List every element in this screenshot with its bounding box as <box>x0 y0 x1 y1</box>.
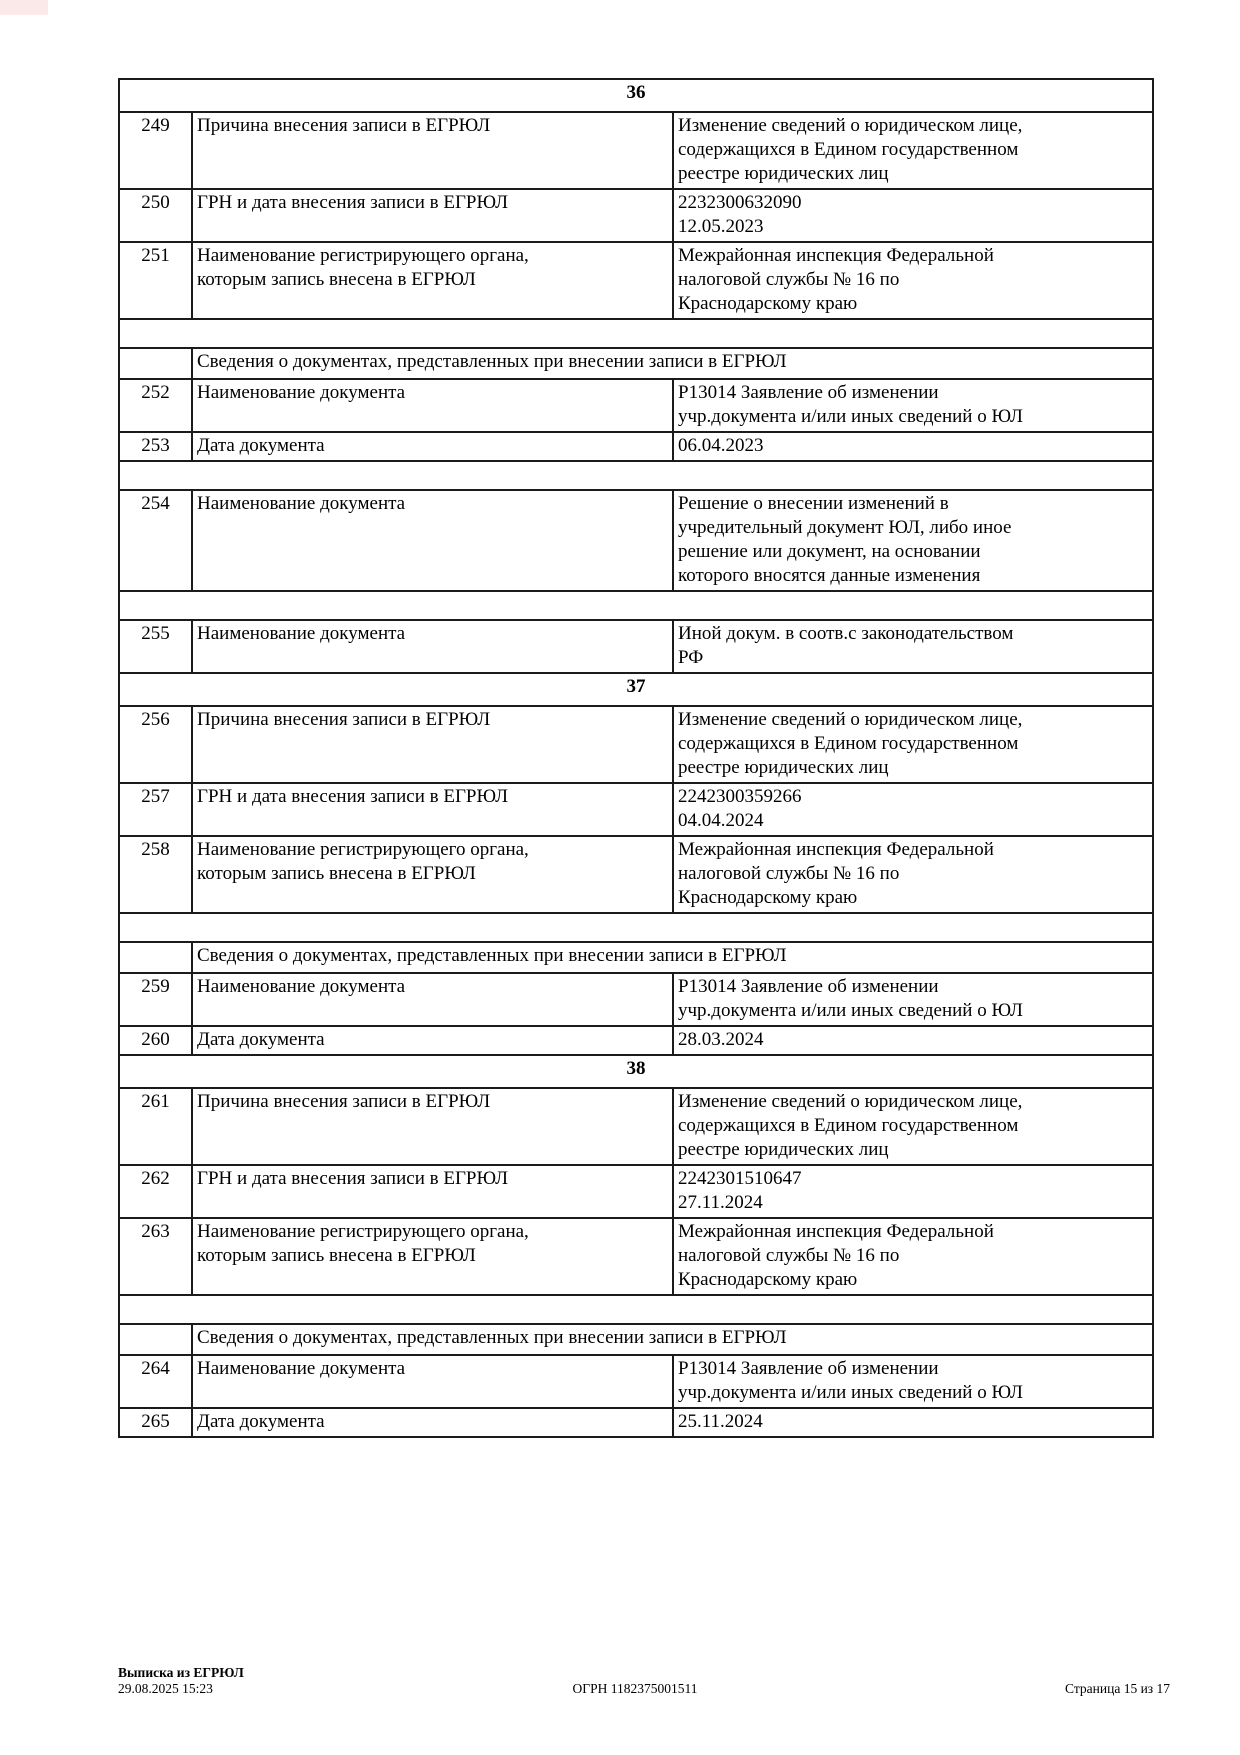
field-value <box>673 242 1153 319</box>
field-value <box>673 836 1153 913</box>
table-row <box>119 1408 1153 1437</box>
value-line: РФ <box>678 647 704 668</box>
value-line: 12.05.2023 <box>678 216 764 237</box>
row-number: 251 <box>119 242 192 319</box>
section-number: 38 <box>119 1055 1153 1088</box>
value-line: Краснодарскому краю <box>678 887 858 908</box>
value-line: содержащихся в Едином государственном <box>678 139 1019 160</box>
value-line: которого вносятся данные изменения <box>678 565 981 586</box>
field-value <box>673 1355 1153 1408</box>
spacer-cell <box>119 1295 1153 1324</box>
table-row <box>119 379 1153 432</box>
row-number: 255 <box>119 620 192 673</box>
label-line: ГРН и дата внесения записи в ЕГРЮЛ <box>197 192 508 213</box>
field-value <box>673 1088 1153 1165</box>
spacer-row <box>119 913 1153 942</box>
label-line: Дата документа <box>197 435 325 456</box>
value-line: Решение о внесении изменений в <box>678 493 949 514</box>
subheader-text: Сведения о документах, представленных при внесении записи в ЕГРЮЛ <box>192 942 1153 973</box>
field-label <box>192 1408 673 1437</box>
footer-ogrn: ОГРН 1182375001511 <box>572 1681 698 1696</box>
field-label <box>192 1218 673 1295</box>
label-line: Наименование документа <box>197 493 406 514</box>
footer-page-number: Страница 15 из 17 <box>1065 1681 1170 1696</box>
field-value <box>673 1218 1153 1295</box>
spacer-row <box>119 1295 1153 1324</box>
section-number: 36 <box>119 79 1153 112</box>
spacer-cell <box>119 913 1153 942</box>
value-line: решение или документ, на основании <box>678 541 981 562</box>
value-line: Краснодарскому краю <box>678 293 858 314</box>
field-value <box>673 783 1153 836</box>
label-line: ГРН и дата внесения записи в ЕГРЮЛ <box>197 786 508 807</box>
field-value <box>673 973 1153 1026</box>
row-number: 263 <box>119 1218 192 1295</box>
value-line: 27.11.2024 <box>678 1192 763 1213</box>
value-line: 25.11.2024 <box>678 1411 763 1432</box>
field-value <box>673 379 1153 432</box>
row-number: 261 <box>119 1088 192 1165</box>
label-line: Причина внесения записи в ЕГРЮЛ <box>197 709 491 730</box>
field-label <box>192 112 673 189</box>
row-number: 259 <box>119 973 192 1026</box>
value-line: 2242300359266 <box>678 786 802 807</box>
section-row <box>119 79 1153 112</box>
field-label <box>192 1026 673 1055</box>
value-line: Изменение сведений о юридическом лице, <box>678 115 1023 136</box>
row-number: 258 <box>119 836 192 913</box>
field-value <box>673 620 1153 673</box>
subheader-row <box>119 942 1153 973</box>
label-line: Наименование документа <box>197 1358 406 1379</box>
label-line: Наименование документа <box>197 976 406 997</box>
section-row <box>119 1055 1153 1088</box>
spacer-cell <box>119 461 1153 490</box>
field-label <box>192 836 673 913</box>
empty-number-cell <box>119 1324 192 1355</box>
field-value <box>673 1165 1153 1218</box>
footer-datetime: 29.08.2025 15:23 <box>118 1681 213 1696</box>
value-line: содержащихся в Едином государственном <box>678 1115 1019 1136</box>
row-number: 264 <box>119 1355 192 1408</box>
value-line: реестре юридических лиц <box>678 757 889 778</box>
document-title: Выписка из ЕГРЮЛ <box>118 1665 244 1680</box>
table-row <box>119 1088 1153 1165</box>
egrul-records-table <box>118 78 1154 1438</box>
field-label <box>192 620 673 673</box>
value-line: 06.04.2023 <box>678 435 764 456</box>
field-value <box>673 432 1153 461</box>
row-number: 257 <box>119 783 192 836</box>
empty-number-cell <box>119 942 192 973</box>
table-row <box>119 836 1153 913</box>
label-line: которым запись внесена в ЕГРЮЛ <box>197 863 476 884</box>
value-line: 28.03.2024 <box>678 1029 764 1050</box>
spacer-row <box>119 461 1153 490</box>
section-number: 37 <box>119 673 1153 706</box>
value-line: учр.документа и/или иных сведений о ЮЛ <box>678 1382 1023 1403</box>
table-row <box>119 112 1153 189</box>
row-number: 262 <box>119 1165 192 1218</box>
label-line: Наименование документа <box>197 623 406 644</box>
field-label <box>192 973 673 1026</box>
table-row <box>119 242 1153 319</box>
field-label <box>192 706 673 783</box>
scan-artifact-mark <box>0 0 48 15</box>
empty-number-cell <box>119 348 192 379</box>
spacer-cell <box>119 319 1153 348</box>
egrul-table-body <box>119 79 1153 1437</box>
subheader-text: Сведения о документах, представленных при внесении записи в ЕГРЮЛ <box>192 1324 1153 1355</box>
row-number: 253 <box>119 432 192 461</box>
value-line: 04.04.2024 <box>678 810 764 831</box>
label-line: ГРН и дата внесения записи в ЕГРЮЛ <box>197 1168 508 1189</box>
label-line: Причина внесения записи в ЕГРЮЛ <box>197 115 491 136</box>
field-label <box>192 432 673 461</box>
row-number: 249 <box>119 112 192 189</box>
section-row <box>119 673 1153 706</box>
table-row <box>119 973 1153 1026</box>
table-row <box>119 1026 1153 1055</box>
field-label <box>192 1355 673 1408</box>
subheader-text: Сведения о документах, представленных при внесении записи в ЕГРЮЛ <box>192 348 1153 379</box>
field-value <box>673 1408 1153 1437</box>
value-line: учр.документа и/или иных сведений о ЮЛ <box>678 1000 1023 1021</box>
field-label <box>192 189 673 242</box>
field-label <box>192 242 673 319</box>
value-line: 2232300632090 <box>678 192 802 213</box>
label-line: Наименование регистрирующего органа, <box>197 839 529 860</box>
row-number: 252 <box>119 379 192 432</box>
value-line: учредительный документ ЮЛ, либо иное <box>678 517 1012 538</box>
field-label <box>192 490 673 591</box>
spacer-row <box>119 319 1153 348</box>
value-line: Межрайонная инспекция Федеральной <box>678 839 994 860</box>
row-number: 254 <box>119 490 192 591</box>
label-line: Наименование регистрирующего органа, <box>197 245 529 266</box>
field-value <box>673 1026 1153 1055</box>
value-line: Изменение сведений о юридическом лице, <box>678 709 1023 730</box>
table-row <box>119 490 1153 591</box>
value-line: Р13014 Заявление об изменении <box>678 1358 939 1379</box>
value-line: реестре юридических лиц <box>678 1139 889 1160</box>
value-line: налоговой службы № 16 по <box>678 863 900 884</box>
label-line: Причина внесения записи в ЕГРЮЛ <box>197 1091 491 1112</box>
value-line: учр.документа и/или иных сведений о ЮЛ <box>678 406 1023 427</box>
table-row <box>119 706 1153 783</box>
value-line: Межрайонная инспекция Федеральной <box>678 1221 994 1242</box>
row-number: 260 <box>119 1026 192 1055</box>
value-line: 2242301510647 <box>678 1168 802 1189</box>
row-number: 265 <box>119 1408 192 1437</box>
field-label <box>192 1165 673 1218</box>
table-row <box>119 1165 1153 1218</box>
field-value <box>673 112 1153 189</box>
field-value <box>673 490 1153 591</box>
spacer-row <box>119 591 1153 620</box>
value-line: налоговой службы № 16 по <box>678 269 900 290</box>
table-row <box>119 189 1153 242</box>
subheader-row <box>119 1324 1153 1355</box>
value-line: реестре юридических лиц <box>678 163 889 184</box>
field-label <box>192 379 673 432</box>
subheader-row <box>119 348 1153 379</box>
table-row <box>119 1355 1153 1408</box>
field-label <box>192 783 673 836</box>
label-line: Дата документа <box>197 1411 325 1432</box>
row-number: 256 <box>119 706 192 783</box>
label-line: Дата документа <box>197 1029 325 1050</box>
table-row <box>119 432 1153 461</box>
spacer-cell <box>119 591 1153 620</box>
label-line: Наименование регистрирующего органа, <box>197 1221 529 1242</box>
table-row <box>119 620 1153 673</box>
value-line: Межрайонная инспекция Федеральной <box>678 245 994 266</box>
value-line: налоговой службы № 16 по <box>678 1245 900 1266</box>
field-label <box>192 1088 673 1165</box>
value-line: Иной докум. в соотв.с законодательством <box>678 623 1014 644</box>
value-line: содержащихся в Едином государственном <box>678 733 1019 754</box>
label-line: которым запись внесена в ЕГРЮЛ <box>197 269 476 290</box>
label-line: которым запись внесена в ЕГРЮЛ <box>197 1245 476 1266</box>
field-value <box>673 189 1153 242</box>
table-row <box>119 1218 1153 1295</box>
value-line: Р13014 Заявление об изменении <box>678 976 939 997</box>
value-line: Р13014 Заявление об изменении <box>678 382 939 403</box>
value-line: Краснодарскому краю <box>678 1269 858 1290</box>
table-row <box>119 783 1153 836</box>
label-line: Наименование документа <box>197 382 406 403</box>
row-number: 250 <box>119 189 192 242</box>
field-value <box>673 706 1153 783</box>
value-line: Изменение сведений о юридическом лице, <box>678 1091 1023 1112</box>
